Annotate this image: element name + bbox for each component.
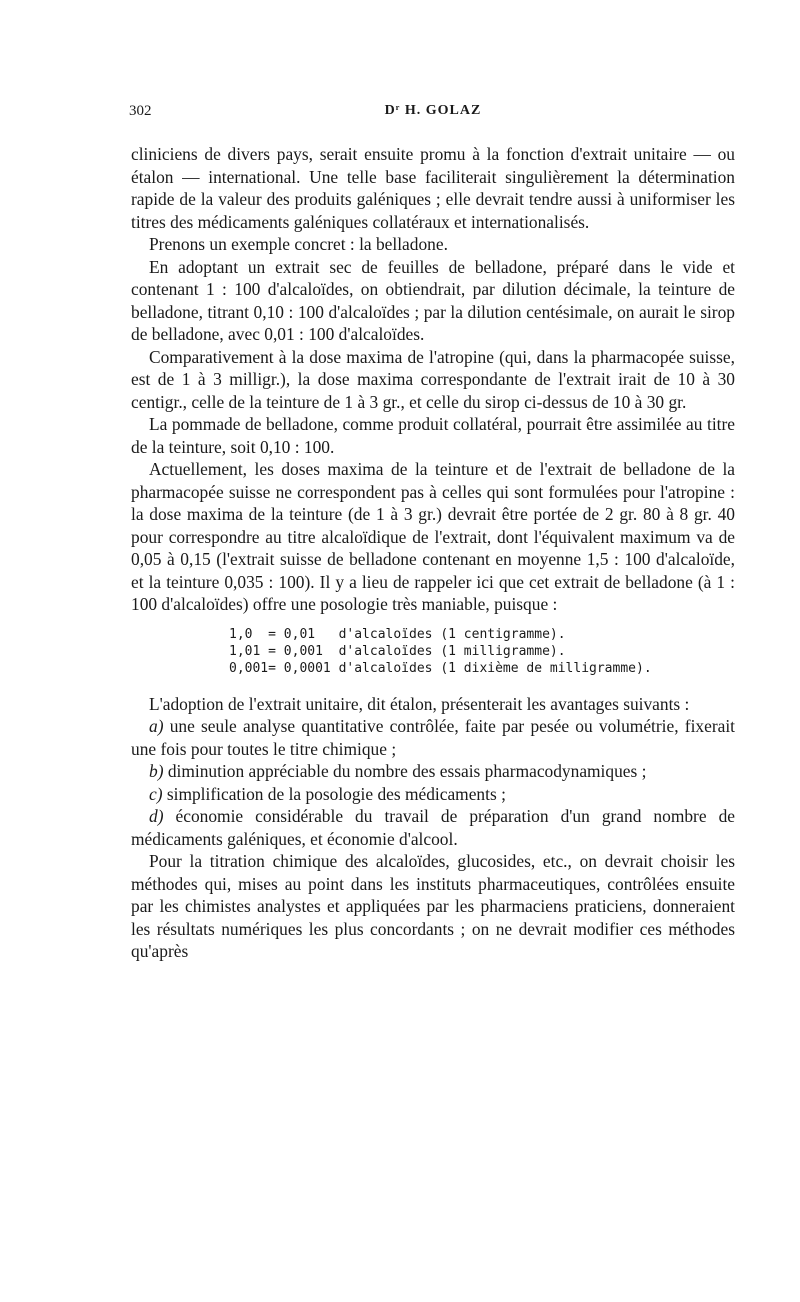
paragraph-titration: Pour la titration chimique des alcaloïdes, glucosides, etc., on devrait choisir les méthodes qui, mises au point dans les instituts pharmaceutiques, contrôlées ensuite par les chimistes analystes et appliquées par les pharmaciens praticiens, donneraient les résultats numériques les plus concordants ; on ne devrait modifier ces méthodes qu'après [131,851,735,961]
book-page [131,103,735,963]
list-letter: a) [149,716,164,736]
formula-line: 1,01 = 0,001 d'alcaloïdes (1 milligramme). [229,643,566,659]
advantage-item-d [131,805,735,850]
advantage-item-c [131,783,735,806]
formula-line: 0,001= 0,0001 d'alcaloïdes (1 dixième de milligramme). [229,660,652,676]
paragraph-dose-maxima: Comparativement à la dose maxima de l'atropine (qui, dans la pharmacopée suisse, est de 1 à 3 milligr.), la dose maxima correspondante de l'extrait irait de 10 à 30 centigr., celle de la teinture de 1 à 3 gr., et celle du sirop ci-dessus de 10 à 30 gr. [131,346,735,412]
advantage-item-a [131,715,735,760]
paragraph-extract: En adoptant un extrait sec de feuilles de belladone, préparé dans le vide et contenant 1 : 100 d'alcaloïdes, on obtiendrait, par dilution décimale, la teinture de belladone, titrant 0,10 : 100 d'alcaloïdes ; par la dilution centésimale, on aurait le sirop de belladone, avec 0,01 : 100 d'alcaloïdes. [131,256,735,344]
list-letter: b) [149,761,164,781]
running-head [131,103,735,129]
running-title: Dʳ H. GOLAZ [384,103,482,118]
list-letter: c) [149,783,163,804]
list-text: économie considérable du travail de préparation d'un grand nombre de médicaments galéniques, et économie d'alcool. [131,806,735,849]
paragraph-actuellement: Actuellement, les doses maxima de la teinture et de l'extrait de belladone de la pharmacopée suisse ne correspondent pas à celles qui sont formulées pour l'atropine : la dose maxima de la teinture (de 1 à 3 gr.) devrait être portée de 2 gr. 80 à 8 gr. 40 pour correspondre au titre alcaloïdique de l'extrait, dont l'équivalent maximum va de 0,05 à 0,15 (l'extrait suisse de belladone contenant en moyenne 1,5 : 100 d'alcaloïde, et la teinture 0,035 : 100). Il y a lieu de rappeler ici que cet extrait de belladone (à 1 : 100 d'alcaloïdes) offre une posologie très maniable, puisque : [131,459,735,614]
body-text [131,143,735,963]
posology-formulas [229,626,735,677]
list-letter: d) [149,806,164,826]
paragraph-pommade: La pommade de belladone, comme produit collatéral, pourrait être assimilée au titre de la teinture, soit 0,10 : 100. [131,414,735,457]
formula-line: 1,0 = 0,01 d'alcaloïdes (1 centigramme). [229,626,566,642]
paragraph-continuation: cliniciens de divers pays, serait ensuite promu à la fonction d'extrait unitaire — ou étalon — international. Une telle base faciliterait singulièrement la détermination rapide de la valeur des produits galéniques ; elle devrait tendre aussi à uniformiser les titres des médicaments galéniques collatéraux et internationalisés. [131,144,735,232]
advantage-item-b [131,760,735,783]
paragraph-advantages-intro: L'adoption de l'extrait unitaire, dit étalon, présenterait les avantages suivants : [149,693,690,714]
list-text: simplification de la posologie des médicaments ; [162,783,506,804]
list-text: diminution appréciable du nombre des essais pharmacodynamiques ; [163,761,647,781]
paragraph-example: Prenons un exemple concret : la belladone. [149,234,448,254]
list-text: une seule analyse quantitative contrôlée, faite par pesée ou volumétrie, fixerait une fois pour toutes le titre chimique ; [131,716,735,759]
page-number: 302 [129,103,152,119]
